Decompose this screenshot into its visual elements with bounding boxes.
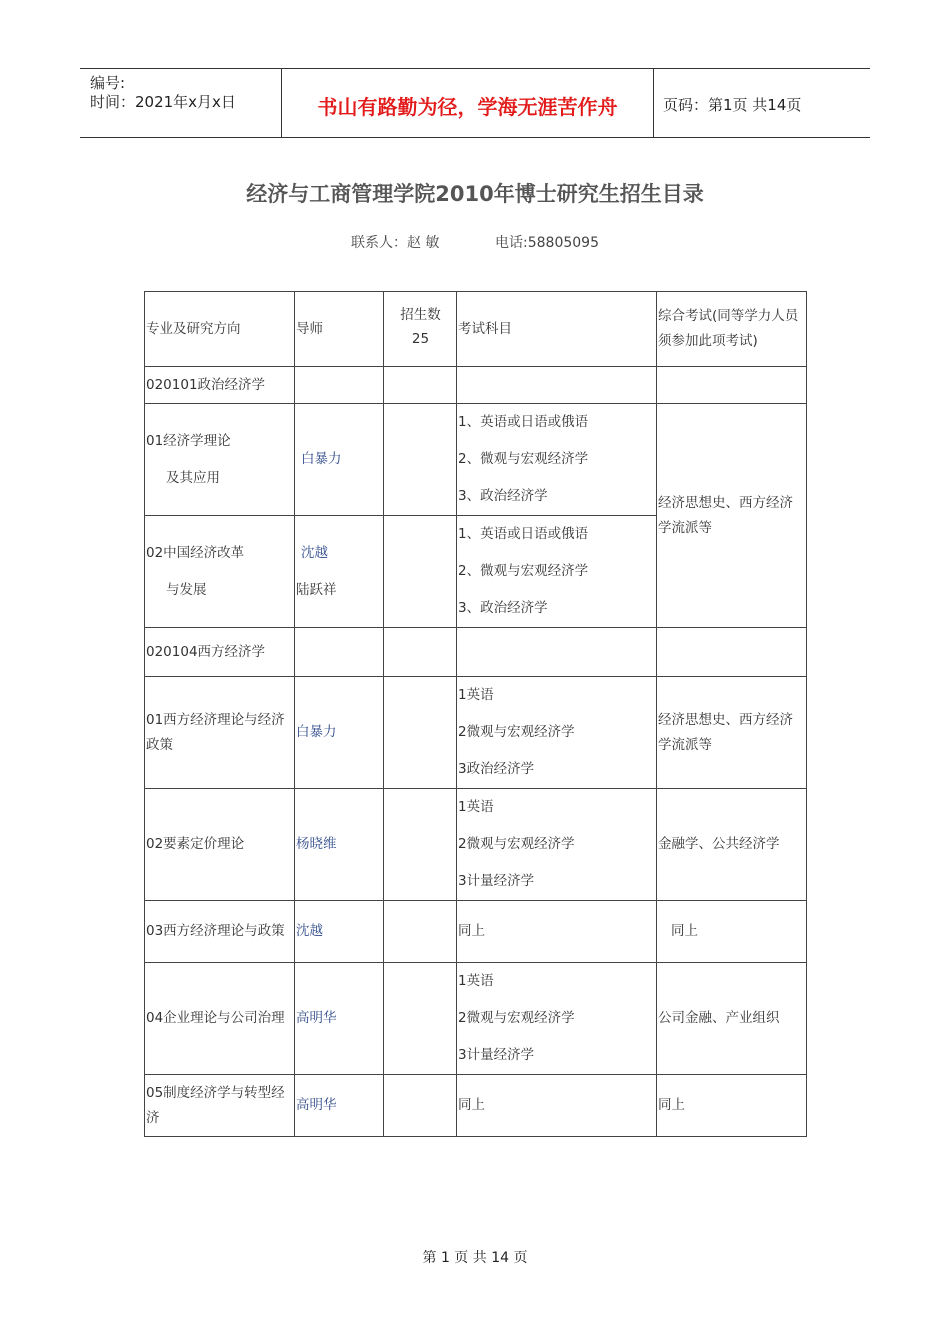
- page-footer: 第 1 页 共 14 页: [422, 1250, 528, 1266]
- major-cell: 02中国经济改革 与发展: [145, 516, 295, 628]
- number-label: 编号:: [90, 74, 126, 92]
- subjects-cell: 1英语 2微观与宏观经济学 3计量经济学: [457, 963, 657, 1075]
- quota-value: 25: [411, 331, 430, 347]
- table-row: [145, 628, 807, 677]
- advisor-cell: 白暴力: [295, 404, 384, 516]
- subjects-cell: 同上: [457, 1075, 657, 1137]
- major-cell: 05制度经济学与转型经济: [145, 1075, 295, 1137]
- table-row: [145, 901, 807, 963]
- subjects-cell: 1英语 2微观与宏观经济学 3政治经济学: [457, 677, 657, 789]
- page-header: [80, 68, 870, 138]
- table-row: [145, 789, 807, 901]
- contact-line: [351, 232, 599, 252]
- advisor-cell: 高明华: [295, 963, 384, 1075]
- header-subjects: 考试科目: [457, 292, 657, 367]
- major-cell: 01西方经济理论与经济政策: [145, 677, 295, 789]
- page-info: 页码：第1页 共14页: [663, 96, 802, 114]
- major-cell: 03西方经济理论与政策: [145, 901, 295, 963]
- comprehensive-cell: 同上: [657, 1075, 807, 1137]
- quota-label: 招生数: [400, 307, 441, 323]
- subjects-cell: 1英语 2微观与宏观经济学 3计量经济学: [457, 789, 657, 901]
- table-row: [145, 404, 807, 516]
- subjects-cell: 1、英语或日语或俄语 2、微观与宏观经济学 3、政治经济学: [457, 516, 657, 628]
- major-cell: 020101政治经济学: [145, 367, 295, 404]
- table-row: [145, 1075, 807, 1137]
- advisor-cell: 白暴力: [295, 677, 384, 789]
- table-row: [145, 963, 807, 1075]
- header-motto-cell: [281, 69, 654, 137]
- major-cell: 020104西方经济学: [145, 628, 295, 677]
- major-cell: 01经济学理论 及其应用: [145, 404, 295, 516]
- comprehensive-cell: 经济思想史、西方经济学流派等: [657, 677, 807, 789]
- comprehensive-cell: 同上: [657, 901, 807, 963]
- advisor-cell: 杨晓维: [295, 789, 384, 901]
- table-header-row: [145, 292, 807, 367]
- document-title: 经济与工商管理学院2010年博士研究生招生目录: [246, 182, 704, 206]
- comprehensive-cell: 经济思想史、西方经济学流派等: [657, 404, 807, 628]
- header-quota: [384, 292, 457, 367]
- advisor-cell: 沈越: [295, 901, 384, 963]
- contact-phone: 电话:58805095: [495, 235, 599, 251]
- header-info-cell: [80, 69, 280, 137]
- header-comprehensive: 综合考试(同等学力人员须参加此项考试): [657, 292, 807, 367]
- subjects-cell: 1、英语或日语或俄语 2、微观与宏观经济学 3、政治经济学: [457, 404, 657, 516]
- time-label: 时间：2021年x月x日: [90, 93, 236, 111]
- advisor-cell: 沈越 陆跃祥: [295, 516, 384, 628]
- major-cell: 04企业理论与公司治理: [145, 963, 295, 1075]
- subjects-cell: 同上: [457, 901, 657, 963]
- major-cell: 02要素定价理论: [145, 789, 295, 901]
- comprehensive-cell: 金融学、公共经济学: [657, 789, 807, 901]
- comprehensive-cell: 公司金融、产业组织: [657, 963, 807, 1075]
- advisor-cell: 高明华: [295, 1075, 384, 1137]
- table-row: [145, 367, 807, 404]
- header-advisor: 导师: [295, 292, 384, 367]
- motto-text: 书山有路勤为径，学海无涯苦作舟: [317, 95, 618, 119]
- contact-person: 联系人：赵 敏: [351, 235, 440, 251]
- table-row: [145, 677, 807, 789]
- header-major: 专业及研究方向: [145, 292, 295, 367]
- enrollment-table: [144, 291, 807, 1137]
- header-page-cell: [653, 69, 870, 137]
